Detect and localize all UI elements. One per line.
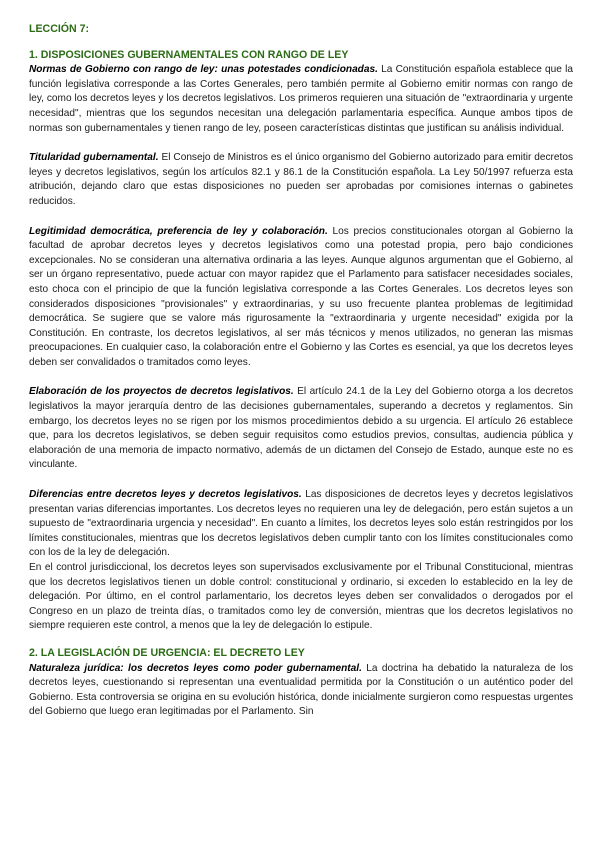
paragraph-titularidad <box>29 151 573 209</box>
document-page <box>29 22 573 720</box>
paragraph-lead: Legitimidad democrática, preferencia de ley y colaboración. <box>29 225 328 237</box>
paragraph-lead: Elaboración de los proyectos de decretos legislativos. <box>29 386 294 398</box>
section-2-heading: 2. LA LEGISLACIÓN DE URGENCIA: EL DECRETO LEY <box>29 646 305 659</box>
paragraph-naturaleza-juridica <box>29 662 573 720</box>
paragraph-lead: Normas de Gobierno con rango de ley: unas potestades condicionadas. <box>29 64 378 76</box>
paragraph-lead: Diferencias entre decretos leyes y decretos legislativos. <box>29 489 302 501</box>
lesson-title: LECCIÓN 7: <box>29 23 90 35</box>
paragraph-normas-gobierno <box>29 63 573 136</box>
section-1-heading: 1. DISPOSICIONES GUBERNAMENTALES CON RANGO DE LEY <box>29 48 349 61</box>
paragraph-legitimidad <box>29 225 573 371</box>
paragraph-elaboracion <box>29 385 573 473</box>
paragraph-diferencias <box>29 488 573 561</box>
paragraph-text: La doctrina ha debatido la naturaleza de los decretos leyes, cuestionando si representan una eventualidad permitida por la Constitución o un auténtico poder del Gobierno. Esta controversia se origina en su evolución histórica, donde inicialmente surgieron como respuestas urgentes del Gobierno que luego eran legitimadas por el Parlamento. Sin <box>29 662 574 718</box>
paragraph-control <box>29 561 573 634</box>
paragraph-text: El Consejo de Ministros es el único organismo del Gobierno autorizado para emitir decretos leyes y decretos legislativos, según los artículos 82.1 y 86.1 de la Constitución española. La Ley 50/1997 refuerza esta atribución, dejando claro que estas disposiciones no pueden ser aprobadas por comisiones internas o gabinetes reducidos. <box>29 152 574 207</box>
paragraph-lead: Naturaleza jurídica: los decretos leyes como poder gubernamental. <box>29 662 362 674</box>
paragraph-text: La Constitución española establece que la función legislativa corresponde a las Cortes Generales, pero también permite al Gobierno emitir normas con rango de ley, como los decretos leyes y los decretos legislativos. Los primeros requieren una situación de "extraordinaria y urgente necesidad", mientras que los segundos necesitan una delegación parlamentaria específica. Aunque ambos tipos de normas son gubernamentales y tienen rango de ley, poseen características distintas que justifican su análisis individual. <box>29 64 573 134</box>
paragraph-text: En el control jurisdiccional, los decretos leyes son supervisados exclusivamente por el Tribunal Constitucional, mientras que los decretos legislativos tienen un doble control: constitucional y ordinario, si exceden lo establecido en la ley de delegación. Por último, en el control parlamentario, los decretos leyes deben ser convalidados o derogados por el Congreso en un plazo de treinta días, o tramitados como ley de conversión, mientras que los decretos legislativos no siempre requieren este control, a menos que la ley de delegación lo estipule. <box>29 562 573 632</box>
paragraph-text: Los precios constitucionales otorgan al Gobierno la facultad de aprobar decretos leyes y decretos legislativos como una potestad propia, pero bajo condiciones excepcionales. No se consideran una alternativa ordinaria a las leyes. Aunque algunos argumentan que el Gobierno, al ser un órgano representativo, puede actuar con mayor rapidez que el Parlamento para satisfacer necesidades sociales, esto choca con el principio de que la función legislativa corresponde a las Cortes Generales. Los decretos leyes son considerados disposiciones "provisionales" y extraordinarias, y su uso frecuente plantea problemas de legitimidad democrática. Se sugiere que se valore más rigurosamente la "extraordinaria y urgente necesidad" exigida por la Constitución. En contraste, los decretos legislativos, al ser más técnicos y menos utilizados, no generan las mismas preocupaciones. En cualquier caso, la colaboración entre el Gobierno y las Cortes es esencial, ya que los decretos leyes deben ser convalidados o tramitados como leyes. <box>29 225 574 368</box>
paragraph-text: El artículo 24.1 de la Ley del Gobierno otorga a los decretos legislativos la mayor jerarquía dentro de las decisiones gubernamentales, superando a decretos y reglamentos. Sin embargo, los decretos leyes no se rigen por los mismos procedimientos debido a su urgencia. El artículo 26 establece que, para los decretos legislativos, se deben seguir requisitos como estudios previos, consultas, audiencia pública y elaboración de una memoria de impacto normativo, además de un dictamen del Consejo de Estado, aunque este no es vinculante. <box>29 386 573 471</box>
paragraph-text: Las disposiciones de decretos leyes y decretos legislativos presentan varias diferencias importantes. Los decretos leyes no requieren una ley de delegación, pero están sujetos a un supuesto de "extraordinaria urgencia y necesidad". En cuanto a límites, los decretos leyes solo están restringidos por los límites constitucionales, mientras que los decretos legislativos deben cumplir tanto con los límites constitucionales como con los de la ley de delegación. <box>29 489 573 559</box>
paragraph-lead: Titularidad gubernamental. <box>29 152 159 164</box>
